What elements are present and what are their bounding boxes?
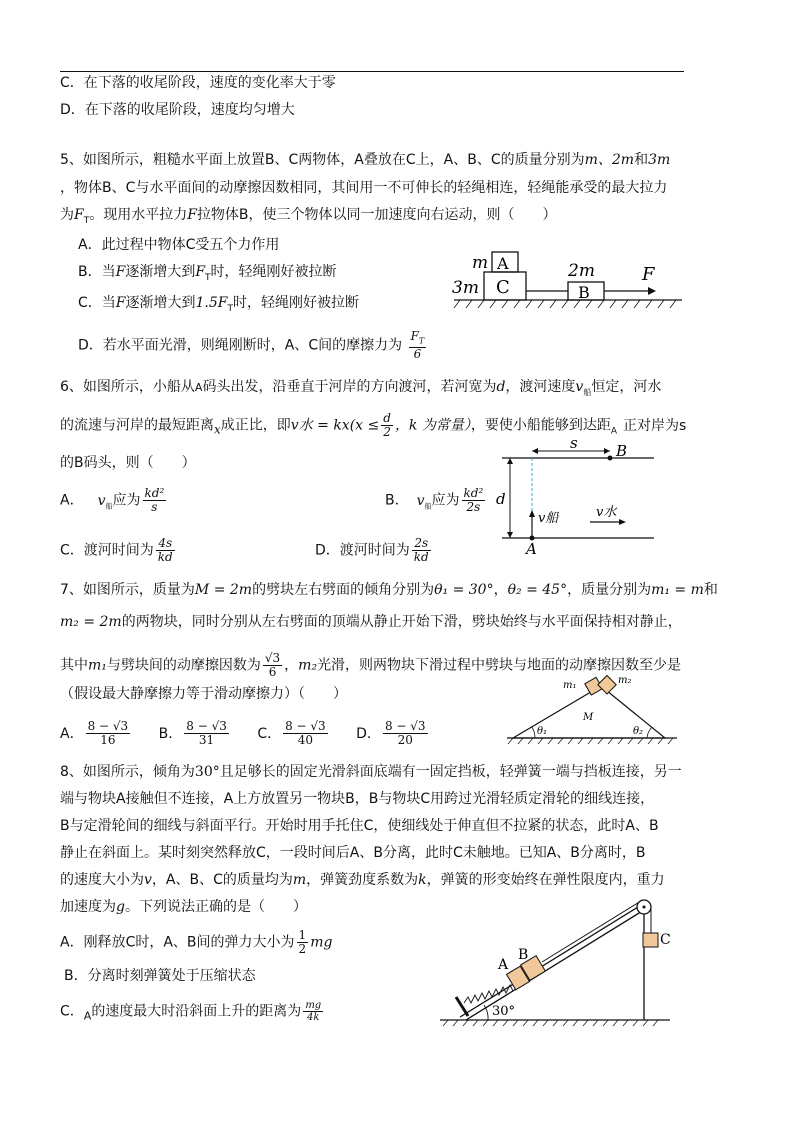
label-a: A [498, 957, 509, 973]
spring [464, 985, 513, 1003]
q8-stem-line6: 加速度为g。下列说法正确的是（ ） [60, 899, 307, 915]
q6-option-a: A． $v_船$应为 $\frac{\text{kd²}}{s}$ [60, 486, 165, 514]
fraction: $\frac{mg}{4k}$ [305, 1000, 322, 1023]
header-rule [60, 71, 684, 72]
q8-option-a: A．刚释放C时，A、B间的弹力大小为 $\frac{1}{2}$ mg [60, 928, 333, 956]
q7-option-c: C． $\frac{8 - √3}{40}$ [257, 719, 326, 747]
q7-option-a: A． $\frac{8 - √3}{16}$ [60, 719, 129, 747]
point-b [608, 456, 613, 461]
label-a: A [497, 254, 509, 273]
q7-options [60, 720, 430, 747]
q5-stem-line3: 为$F_T$。现用水平拉力F拉物体B，使三个物体以同一加速度向右运动，则（ ） [60, 207, 557, 226]
fraction: $\frac{F_T}{6}$ [410, 329, 425, 362]
label-f: F [642, 264, 655, 285]
fraction: $\frac{d}{2}$ [383, 411, 391, 439]
label-m1: m₁ [563, 680, 577, 691]
label-theta1: θ₁ [537, 726, 548, 737]
q5-option-b: B．当F逐渐增大到$F_T$时，轻绳刚好被拉断 [78, 264, 337, 283]
q7-stem-line3: 其中m₁与劈块间的动摩擦因数为 $\frac{√3}{6}$ ，m₂光滑，则两物块下滑过程中劈块与地面的动摩擦因数至少是 [60, 651, 682, 679]
q6-option-b: B． $v_船$应为 $\frac{\text{kd²}}{2s}$ [385, 486, 484, 514]
fraction: $\frac{2s}{kd}$ [413, 536, 429, 564]
q4-option-d: D．在下落的收尾阶段，速度均匀增大 [60, 102, 295, 118]
q8-option-b: B．分离时刻弹簧处于压缩状态 [64, 968, 256, 984]
label-3m: 3m [452, 278, 479, 298]
q6-option-c: C．渡河时间为 $\frac{4s}{kd}$ [60, 536, 173, 564]
q7-option-d: D． $\frac{8 - √3}{20}$ [356, 719, 426, 747]
q6-stem-line3: 的B码头，则（ ） [60, 455, 196, 471]
q7-stem-line2: m₂ = 2m的两物块，同时分别从左右劈面的顶端从静止开始下滑，劈块始终与水平面保持相对静止， [60, 614, 682, 630]
q6-stem-line2: 的流速与河岸的最短距离$_x$成正比，即v水 = kx(x ≤ $\frac{d}{2}$ ，k 为常量），要使小船能够到达距$_A$ 正对岸为s [60, 411, 687, 439]
q4-option-c: C．在下落的收尾阶段，速度的变化率大于零 [60, 75, 336, 91]
label-d: d [496, 490, 506, 508]
q8-stem-line3: B与定滑轮间的细线与斜面平行。开始时用手托住C，使细线处于伸直但不拉紧的状态，此时A、B [60, 818, 659, 834]
q6-figure [492, 440, 662, 560]
label-M: M [583, 712, 594, 723]
fraction: $\frac{1}{2}$ [298, 928, 307, 956]
q8-stem-line1: 8、如图所示，倾角为30°且足够长的固定光滑斜面底端有一固定挡板，轻弹簧一端与挡板连接，另一 [60, 764, 682, 780]
fraction: $\frac{\text{kd²}}{s}$ [144, 486, 165, 514]
q8-stem-line2: 端与物块A接触但不连接，A上方放置另一物块B，B与物块C用跨过光滑轻质定滑轮的细线连接， [60, 791, 655, 807]
label-m: m [472, 253, 489, 273]
q5-figure [450, 248, 690, 313]
label-c: C [660, 932, 671, 948]
incline [460, 907, 638, 1017]
block-c [643, 933, 658, 947]
q5-stem-line1: 5、如图所示，粗糙水平面上放置B、C两物体，A叠放在C上，A、B、C的质量分别为m、2m和3m [60, 152, 671, 168]
q5-option-c: C．当F逐渐增大到$1.5F_T$时，轻绳刚好被拉断 [78, 295, 359, 314]
label-b: B [578, 283, 590, 302]
label-b: B [616, 442, 628, 460]
q5-option-d: D．若水平面光滑，则绳刚断时，A、C间的摩擦力为 $\frac{F_T}{6}$ [78, 329, 425, 362]
q7-stem-line1: 7、如图所示，质量为M = 2m的劈块左右劈面的倾角分别为θ₁ = 30°，θ₂ = 45°，质量分别为m₁ = m和 [60, 582, 718, 598]
label-angle: 30° [492, 1004, 516, 1019]
fraction: $\frac{√3}{6}$ [264, 651, 281, 679]
label-v-boat: v船 [538, 511, 559, 526]
rope-incline [542, 901, 641, 962]
label-c: C [496, 277, 510, 298]
fraction: $\frac{\text{kd²}}{2s}$ [463, 486, 484, 514]
q8-option-c: C．$_A$的速度最大时沿斜面上升的距离为 $\frac{mg}{4k}$ [60, 1000, 322, 1023]
label-a: A [526, 540, 537, 558]
q7-option-b: B． $\frac{8 - √3}{31}$ [158, 719, 227, 747]
fraction: $\frac{4s}{kd}$ [157, 536, 173, 564]
q8-stem-line4: 静止在斜面上。某时刻突然释放C，一段时间后A、B分离，此时C未触地。已知A、B分离时，B [60, 845, 646, 861]
q6-stem-line1: 6、如图所示，小船从A码头出发，沿垂直于河岸的方向渡河，若河宽为d，渡河速度$v_船$恒定，河水 [60, 379, 662, 397]
label-v-water: v水 [596, 505, 617, 520]
q5-stem-line2: ，物体B、C与水平面间的动摩擦因数相同，其间用一不可伸长的轻绳相连，轻绳能承受的最大拉力 [60, 180, 668, 196]
label-theta2: θ₂ [633, 726, 644, 737]
label-b: B [518, 947, 529, 963]
q7-stem-line4: （假设最大静摩擦力等于滑动摩擦力）（ ） [60, 686, 347, 702]
block-m2 [598, 676, 616, 694]
q6-option-d: D．渡河时间为 $\frac{2s}{kd}$ [315, 536, 429, 564]
q8-figure [438, 877, 678, 1027]
q5-option-a: A．此过程中物体C受五个力作用 [78, 237, 280, 253]
q8-stem-line5: 的速度大小为v，A、B、C的质量均为m，弹簧劲度系数为k，弹簧的形变始终在弹性限度内，重力 [60, 872, 665, 888]
label-2m: 2m [568, 261, 595, 281]
label-m2: m₂ [618, 675, 632, 686]
q7-figure [505, 672, 685, 747]
label-s: s [570, 440, 578, 452]
